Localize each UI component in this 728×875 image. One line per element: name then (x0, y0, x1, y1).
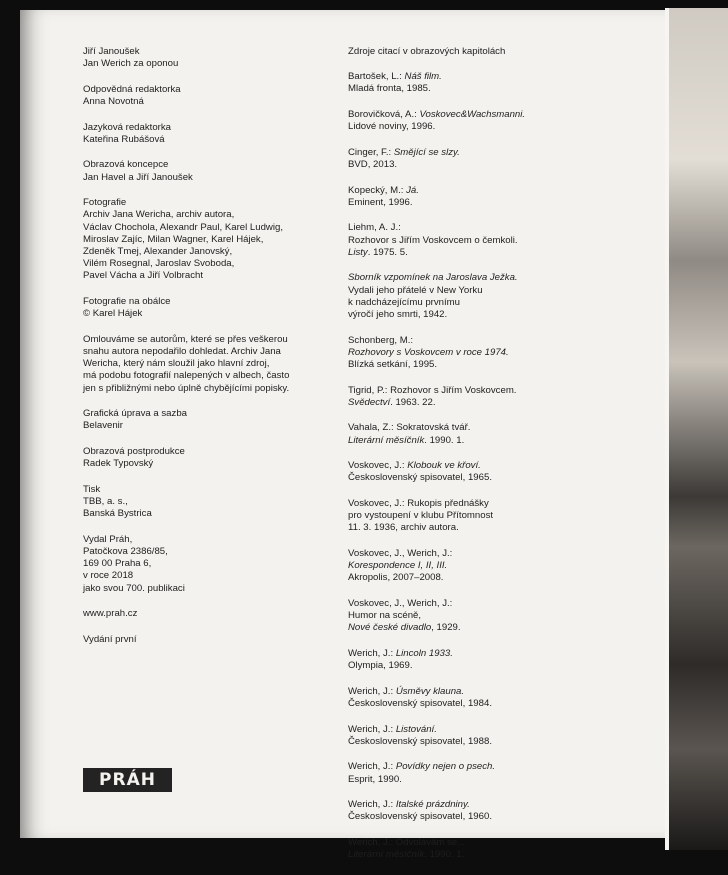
source-text: Voskovec, J., Werich, J.: (348, 597, 453, 609)
source-text: Humor na scéně, (348, 610, 422, 622)
source-text: Werich, J.: (348, 761, 396, 773)
source-text: . 1975. 5. (367, 246, 408, 258)
source-text: Voskovec, J., Werich, J.: (348, 547, 453, 559)
colophon-line: Zdeněk Tmej, Alexander Janovský, (83, 246, 233, 257)
source-text: Werich, J.: (348, 799, 396, 811)
source-title: Klobouk ve křoví. (407, 460, 481, 472)
source-text: Voskovec, J.: Rukopis přednášky (348, 497, 489, 509)
colophon-line: Vydání první (83, 633, 137, 645)
colophon-line: Patočkova 2386/85, (83, 546, 168, 557)
source-title: Náš film. (404, 71, 442, 83)
source-title: Povídky nejen o psech. (395, 761, 496, 773)
source-entry (348, 422, 648, 446)
colophon-line: Obrazová koncepce (83, 159, 169, 171)
source-text: Olympia, 1969. (348, 660, 413, 672)
source-text: Voskovec, J.: (348, 460, 408, 472)
colophon-line: TBB, a. s., (83, 496, 128, 507)
source-text: Československý spisovatel, 1960. (348, 811, 492, 823)
source-entry (348, 686, 648, 710)
source-entry (348, 222, 648, 259)
source-text: Werich, J.: (348, 647, 396, 659)
sources-column (348, 46, 648, 875)
colophon-line: snahu autora nepodařilo dohledat. Archiv Jana (83, 346, 281, 357)
facing-page-photo (665, 8, 728, 850)
source-text: Mladá fronta, 1985. (348, 83, 431, 95)
colophon-block (83, 159, 343, 183)
colophon-line: Anna Novotná (83, 96, 144, 107)
source-text: . 1990. 1. (424, 849, 465, 861)
colophon-line: Belavenir (83, 420, 123, 432)
colophon-column (83, 46, 343, 659)
source-title: Listy (348, 246, 368, 258)
colophon-block (83, 408, 343, 432)
source-text: Československý spisovatel, 1988. (348, 735, 492, 747)
source-text: Liehm, A. J.: (348, 222, 401, 234)
source-entry (348, 548, 648, 585)
source-entry (348, 71, 648, 95)
source-title: Listování. (395, 723, 437, 735)
source-entry (348, 185, 648, 209)
source-text: Československý spisovatel, 1984. (348, 697, 492, 709)
source-title: Svědectví (348, 396, 391, 408)
source-entry (348, 761, 648, 785)
source-title: Lincoln 1933. (395, 647, 453, 659)
source-entry (348, 724, 648, 748)
colophon-line: Fotografie (83, 197, 127, 209)
source-title: Sborník vzpomínek na Jaroslava Ježka. (348, 272, 518, 284)
source-text: , 1929. (431, 622, 461, 634)
colophon-line: jako svou 700. publikaci (83, 582, 185, 594)
colophon-line: Radek Typovský (83, 458, 154, 470)
colophon-line: Odpovědná redaktorka (83, 83, 181, 95)
colophon-line: Vilém Rosegnal, Jaroslav Svoboda, (83, 258, 235, 270)
source-text: Werich, J.: (348, 723, 396, 735)
colophon-line: Obrazová postprodukce (83, 446, 185, 457)
source-text: BVD, 2013. (348, 159, 398, 170)
colophon-line: Omlouváme se autorům, které se přes veškerou (83, 333, 288, 345)
colophon-line: Jiří Janoušek (83, 46, 140, 57)
source-entry (348, 648, 648, 672)
source-text: Vahala, Z.: Sokratovská tvář. (348, 422, 471, 434)
source-text: Cinger, F.: (348, 146, 394, 158)
colophon-line: Jan Werich za oponou (83, 58, 179, 70)
colophon-line: v roce 2018 (83, 570, 134, 582)
colophon-line: www.prah.cz (83, 608, 138, 620)
colophon-line: Grafická úprava a sazba (83, 408, 187, 420)
source-text: Werich, J.: (348, 685, 396, 697)
colophon-block (83, 296, 343, 320)
colophon-block (83, 634, 343, 646)
source-text: Československý spisovatel, 1965. (348, 472, 492, 484)
source-entry (348, 335, 648, 372)
colophon-line: Tisk (83, 483, 101, 495)
colophon-line: Miroslav Zajíc, Milan Wagner, Karel Hájek, (83, 233, 264, 245)
colophon-line: Banská Bystrica (83, 508, 152, 520)
colophon-line: Fotografie na obálce (83, 296, 171, 307)
source-text: 11. 3. 1936, archiv autora. (348, 522, 459, 534)
source-entry (348, 272, 648, 321)
colophon-block (83, 334, 343, 395)
colophon-line: 169 00 Praha 6, (83, 558, 152, 570)
source-title: Rozhovory s Voskovcem v roce 1974. (348, 346, 509, 358)
source-text: Eminent, 1996. (348, 196, 413, 208)
colophon-block (83, 84, 343, 108)
source-text: Tigrid, P.: Rozhovor s Jiřím Voskovcem. (348, 384, 517, 396)
source-entry (348, 385, 648, 409)
source-text: výročí jeho smrti, 1942. (348, 309, 448, 320)
source-text: Schonberg, M.: (348, 334, 414, 346)
source-title: Úsměvy klauna. (395, 685, 465, 697)
source-title: Literární měsíčník (348, 849, 425, 861)
colophon-line: Archiv Jana Wericha, archiv autora, (83, 209, 235, 221)
colophon-line: Wericha, který nám sloužil jako hlavní zdroj, (83, 358, 270, 370)
colophon-block (83, 122, 343, 146)
source-text: Werich, J.: Odvolávám se... (348, 836, 466, 848)
source-entry (348, 837, 648, 861)
source-text: Bartošek, L.: (348, 71, 405, 83)
source-entry (348, 109, 648, 133)
sources-heading: Zdroje citací v obrazových kapitolách (348, 46, 506, 57)
sources-list (348, 71, 648, 861)
colophon-block (83, 46, 343, 70)
source-entry (348, 460, 648, 484)
source-title: Literární měsíčník (348, 434, 425, 446)
colophon-line: © Karel Hájek (83, 308, 143, 320)
source-text: Rozhovor s Jiřím Voskovcem o čemkoli. (348, 234, 518, 246)
source-title: Smějící se slzy. (393, 146, 460, 158)
colophon-block (83, 484, 343, 521)
colophon-block[interactable] (83, 608, 343, 620)
source-title: Nové české divadlo (348, 622, 432, 634)
colophon-block (83, 534, 343, 595)
colophon-line: Václav Chochola, Alexandr Paul, Karel Ludwig, (83, 221, 283, 233)
source-text: . 1963. 22. (390, 396, 436, 408)
source-text: Akropolis, 2007–2008. (348, 572, 444, 584)
source-text: . 1990. 1. (424, 434, 465, 446)
source-entry (348, 147, 648, 171)
source-text: k nadcházejícímu prvnímu (348, 296, 460, 308)
colophon-block (83, 197, 343, 282)
source-text: Blízká setkání, 1995. (348, 359, 438, 370)
colophon-line: Jan Havel a Jiří Janoušek (83, 171, 193, 183)
source-title: Italské prázdniny. (395, 799, 470, 811)
source-text: Vydali jeho přátelé v New Yorku (348, 284, 483, 296)
colophon-line: má podobu fotografií nalepených v albech, často (83, 370, 290, 382)
source-entry (348, 799, 648, 823)
source-text: Lidové noviny, 1996. (348, 121, 436, 133)
colophon-block (83, 446, 343, 470)
colophon-line: jen s přibližnými nebo úplně chybějícími popisky. (83, 382, 290, 394)
colophon-line: Pavel Vácha a Jiří Volbracht (83, 270, 203, 282)
source-title: Já. (406, 184, 419, 196)
colophon-line: Kateřina Rubášová (83, 133, 165, 145)
source-text: Kopecký, M.: (348, 184, 407, 196)
colophon-line: Jazyková redaktorka (83, 121, 171, 133)
colophon-line: Vydal Práh, (83, 533, 133, 545)
source-text: pro vystoupení v klubu Přítomnost (348, 510, 494, 522)
source-entry (348, 498, 648, 535)
publisher-logo: PRÁH (83, 768, 172, 792)
source-title: Voskovec&Wachsmanni. (419, 109, 526, 120)
source-text: Borovičková, A.: (348, 109, 420, 120)
source-text: Esprit, 1990. (348, 773, 402, 785)
source-title: Korespondence I, II, III. (348, 560, 448, 572)
source-entry (348, 598, 648, 635)
